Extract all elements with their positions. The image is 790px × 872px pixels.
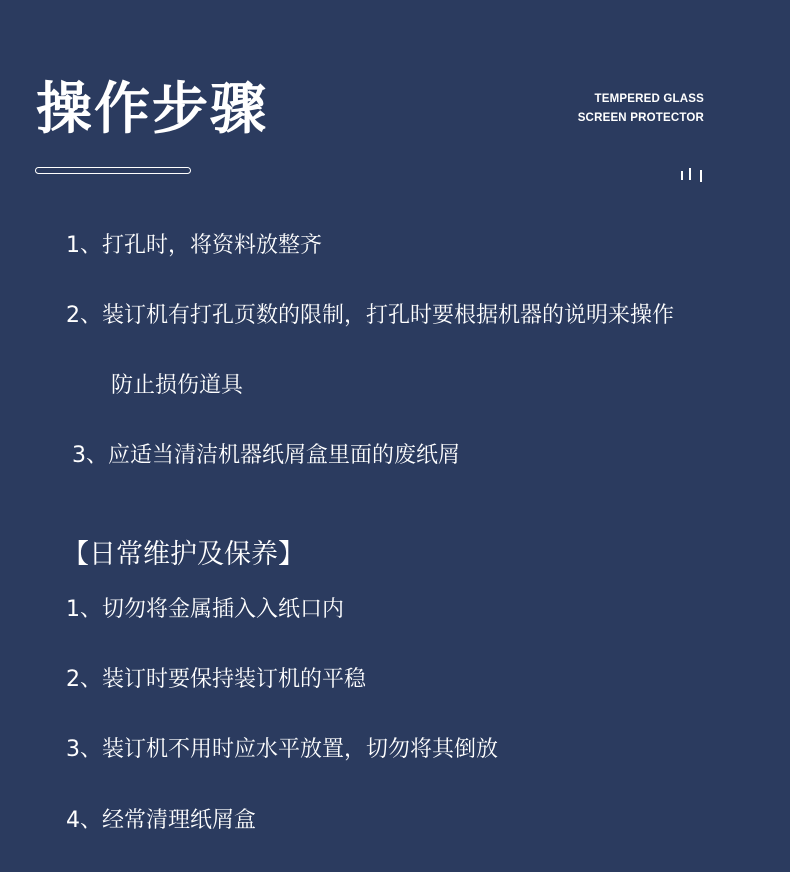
title-underline xyxy=(35,167,191,174)
step-1: 1、打孔时，将资料放整齐 xyxy=(66,233,322,258)
maintenance-item-3: 3、装订机不用时应水平放置，切勿将其倒放 xyxy=(66,737,498,762)
decorative-marks-icon xyxy=(681,165,703,183)
tag-line-1: TEMPERED GLASS xyxy=(594,93,704,105)
step-2: 2、装订机有打孔页数的限制，打孔时要根据机器的说明来操作 xyxy=(66,303,674,328)
maintenance-item-2: 2、装订时要保持装订机的平稳 xyxy=(66,667,366,692)
maintenance-item-1: 1、切勿将金属插入入纸口内 xyxy=(66,597,344,622)
page-title: 操作步骤 xyxy=(36,77,268,142)
tag-line-2: SCREEN PROTECTOR xyxy=(577,112,704,124)
maintenance-item-4: 4、经常清理纸屑盒 xyxy=(66,808,256,833)
product-tag xyxy=(578,90,704,128)
step-3: 3、应适当清洁机器纸屑盒里面的废纸屑 xyxy=(72,443,460,468)
maintenance-heading: 【日常维护及保养】 xyxy=(62,539,305,570)
step-2-continued: 防止损伤道具 xyxy=(111,373,244,398)
